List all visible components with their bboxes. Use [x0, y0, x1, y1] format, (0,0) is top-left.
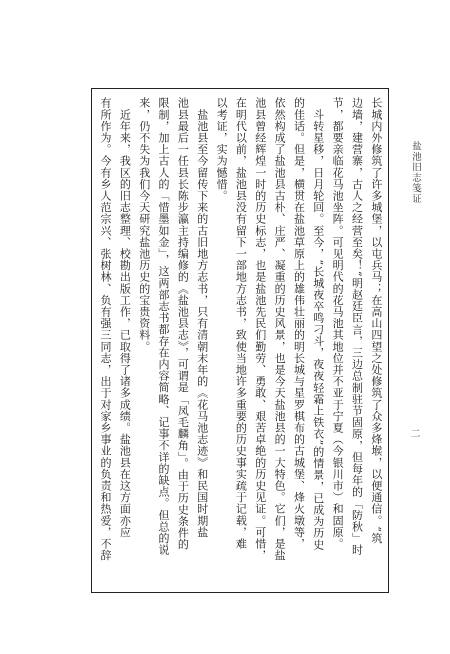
text-column: 长城内外修筑了许多城堡，以屯兵马；在高山四望之处修筑了众多烽堠，以便通信。“筑 [369, 97, 383, 545]
text-column: 在明代以前，盐池县没有留下一部地方志书，致使当地许多重要的历史事实疏于记载，难 [234, 97, 248, 550]
text-column: 近年来，我区的旧志整理、校勘出版工作，已取得了诸多成绩。盐池县在这方面亦应 [118, 97, 132, 538]
text-column: 来，仍不失为我们今天研究盐池历史的宝贵资料。 [137, 97, 151, 353]
text-column: 斗转星移，日月轮回。至今，“长城夜卒鸣刁斗，夜夜轻霜上铁衣”的情景，已成为历史 [311, 97, 325, 551]
running-title: 盐池旧志笺证 [410, 141, 421, 204]
text-column: 依然构成了盐池县古朴、庄严、凝重的历史风景，也是今天盐池县的一大特色。它们，是盐 [273, 97, 287, 561]
page-number: 二 [408, 428, 419, 438]
text-column: 边墙，建营寨，古人之经营至矣！”明赵廷臣言，三边总制驻节固原，但每年的「防秋」时 [350, 97, 364, 556]
text-column: 有所作为。今有乡人范宗兴、张树林、负有强三同志，出于对家乡事业的负责和热爱，不辞 [99, 97, 112, 561]
text-column: 盐池县至今留传下来的古旧地方志书，只有清朝末年的《花马池志迹》和民国时期盐 [195, 97, 209, 538]
text-column: 的佳话。但是，横贯在盐池草原上的雄伟壮丽的明长城与星罗棋布的古城堡、烽火墩等， [292, 97, 306, 550]
text-column: 池县最后一任县长陈步瀛主持编修的《盐池县志》，可谓是「凤毛麟角」。由于历史条件的 [176, 97, 190, 550]
text-column: 以考证，实为憾惜。 [215, 97, 229, 202]
text-columns [99, 97, 383, 587]
text-column: 池县曾经辉煌一时的历史标志，也是盐池先民们勤劳、勇敢、艰苦卓绝的历史见证。可惜， [253, 97, 267, 561]
text-column: 节，都要亲临花马池坐阵。可见明代的花马池其地位并不亚于宁夏（今银川市）和固原。 [331, 97, 345, 550]
text-column: 限制，加上古人的「惜墨如金」，这两部志书都存在内容简略、记事不详的缺点。但总的说 [157, 97, 171, 556]
